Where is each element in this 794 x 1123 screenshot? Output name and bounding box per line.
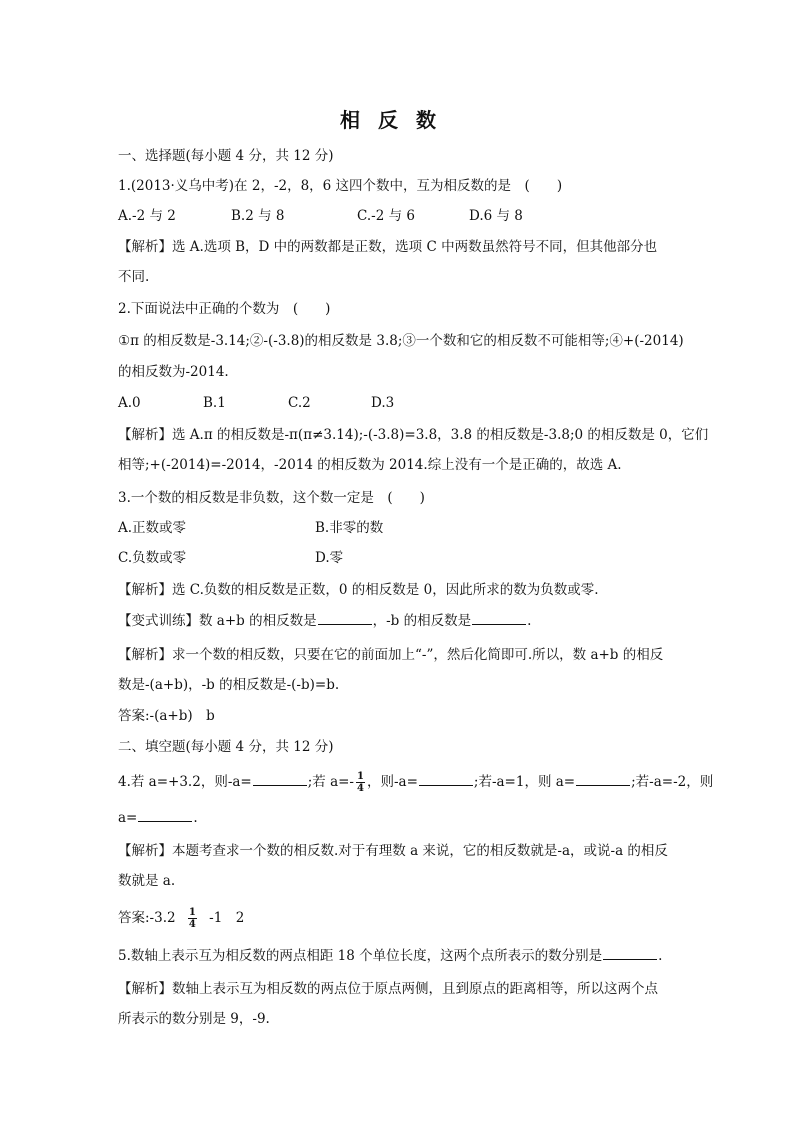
q2-analysis-line-2: 相等;+(-2014)=-2014，-2014 的相反数为 2014.综上没有一个是正确的，故选 A. bbox=[118, 457, 622, 473]
q4-text-2: ;若 a=- bbox=[307, 774, 354, 790]
q5-text-2: . bbox=[658, 948, 663, 964]
q3-option-b: B.非零的数 bbox=[315, 520, 384, 536]
q1-option-a: A.-2 与 2 bbox=[118, 208, 176, 224]
variant-text-2: ，-b 的相反数是 bbox=[372, 613, 472, 629]
q4-text-6: a= bbox=[118, 810, 138, 826]
q4-text-4: ;若-a=1，则 a= bbox=[473, 774, 576, 790]
q3-variant-analysis-line-2: 数是-(a+b)，-b 的相反数是-(-b)=b. bbox=[118, 677, 340, 693]
q4-answer-text-2: -1 2 bbox=[209, 910, 245, 926]
q5-analysis-line-2: 所表示的数分别是 9，-9. bbox=[118, 1011, 270, 1027]
section-heading-choice: 一、选择题(每小题 4 分，共 12 分) bbox=[118, 148, 334, 164]
q4-text-5: ;若-a=-2，则 bbox=[631, 774, 714, 790]
q3-analysis: 【解析】选 C.负数的相反数是正数，0 的相反数是 0，因此所求的数为负数或零. bbox=[118, 582, 599, 598]
q1-option-b: B.2 与 8 bbox=[231, 208, 285, 224]
q2-option-d: D.3 bbox=[371, 395, 395, 411]
q4-text-7: . bbox=[193, 810, 198, 826]
section-heading-fill: 二、填空题(每小题 4 分，共 12 分) bbox=[118, 739, 334, 755]
question-5-stem bbox=[118, 946, 662, 966]
fraction-one-quarter bbox=[356, 771, 365, 794]
fraction-denominator: 4 bbox=[188, 919, 196, 930]
q4-analysis-line-2: 数就是 a. bbox=[118, 873, 176, 889]
answer-blank bbox=[576, 773, 630, 786]
question-2-stem: 2.下面说法中正确的个数为 ( ) bbox=[118, 301, 331, 317]
q5-text-1: 5.数轴上表示互为相反数的两点相距 18 个单位长度，这两个点所表示的数分别是 bbox=[118, 948, 603, 964]
q2-option-a: A.0 bbox=[118, 395, 141, 411]
answer-blank bbox=[138, 809, 192, 822]
q1-analysis-line-1: 【解析】选 A.选项 B，D 中的两数都是正数，选项 C 中两数虽然符号不同，但其他部分也 bbox=[118, 239, 658, 255]
q4-answer bbox=[118, 904, 244, 932]
q2-option-b: B.1 bbox=[203, 395, 226, 411]
fraction-numerator: 1 bbox=[357, 771, 364, 782]
q3-variant-analysis-line-1: 【解析】求一个数的相反数，只要在它的前面加上“-”，然后化简即可.所以，数 a+b 的相反 bbox=[118, 647, 664, 663]
q3-option-a: A.正数或零 bbox=[118, 520, 187, 536]
q3-variant-training bbox=[118, 611, 531, 631]
q2-analysis-line-1: 【解析】选 A.π 的相反数是-π(π≠3.14);-(-3.8)=3.8，3.8 的相反数是-3.8;0 的相反数是 0，它们 bbox=[118, 427, 709, 443]
question-4-line-1 bbox=[118, 768, 713, 796]
variant-text-1: 【变式训练】数 a+b 的相反数是 bbox=[118, 613, 317, 629]
page-title: 相反数 bbox=[340, 108, 454, 132]
question-3-stem: 3.一个数的相反数是非负数，这个数一定是 ( ) bbox=[118, 490, 425, 506]
q4-analysis-line-1: 【解析】本题考查求一个数的相反数.对于有理数 a 来说，它的相反数就是-a，或说-a 的相反 bbox=[118, 843, 668, 859]
q1-option-d: D.6 与 8 bbox=[469, 208, 523, 224]
q2-body-line-1: ①π 的相反数是-3.14;②-(-3.8)的相反数是 3.8;③一个数和它的相反数不可能相等;④+(-2014) bbox=[118, 333, 684, 349]
answer-blank bbox=[603, 947, 657, 960]
fraction-one-quarter bbox=[188, 907, 197, 930]
fraction-denominator: 4 bbox=[357, 783, 364, 794]
q4-answer-text-1: 答案:-3.2 bbox=[118, 910, 176, 926]
q2-option-c: C.2 bbox=[288, 395, 311, 411]
q1-analysis-line-2: 不同. bbox=[118, 269, 150, 285]
q2-body-line-2: 的相反数为-2014. bbox=[118, 364, 229, 380]
q4-text-3: ，则-a= bbox=[366, 774, 418, 790]
q5-analysis-line-1: 【解析】数轴上表示互为相反数的两点位于原点两侧，且到原点的距离相等，所以这两个点 bbox=[118, 981, 658, 997]
q1-option-c: C.-2 与 6 bbox=[357, 208, 415, 224]
fraction-numerator: 1 bbox=[188, 907, 196, 918]
question-4-line-2 bbox=[118, 808, 198, 828]
variant-text-3: . bbox=[527, 613, 532, 629]
answer-blank bbox=[253, 773, 307, 786]
q4-text-1: 4.若 a=+3.2，则-a= bbox=[118, 774, 252, 790]
question-1-stem: 1.(2013·义乌中考)在 2，-2，8，6 这四个数中，互为相反数的是 ( ) bbox=[118, 178, 563, 194]
answer-blank bbox=[318, 612, 372, 625]
q3-option-d: D.零 bbox=[315, 550, 344, 566]
q3-option-c: C.负数或零 bbox=[118, 550, 187, 566]
answer-blank bbox=[472, 612, 526, 625]
q3-variant-answer: 答案:-(a+b) b bbox=[118, 708, 215, 724]
answer-blank bbox=[419, 773, 473, 786]
